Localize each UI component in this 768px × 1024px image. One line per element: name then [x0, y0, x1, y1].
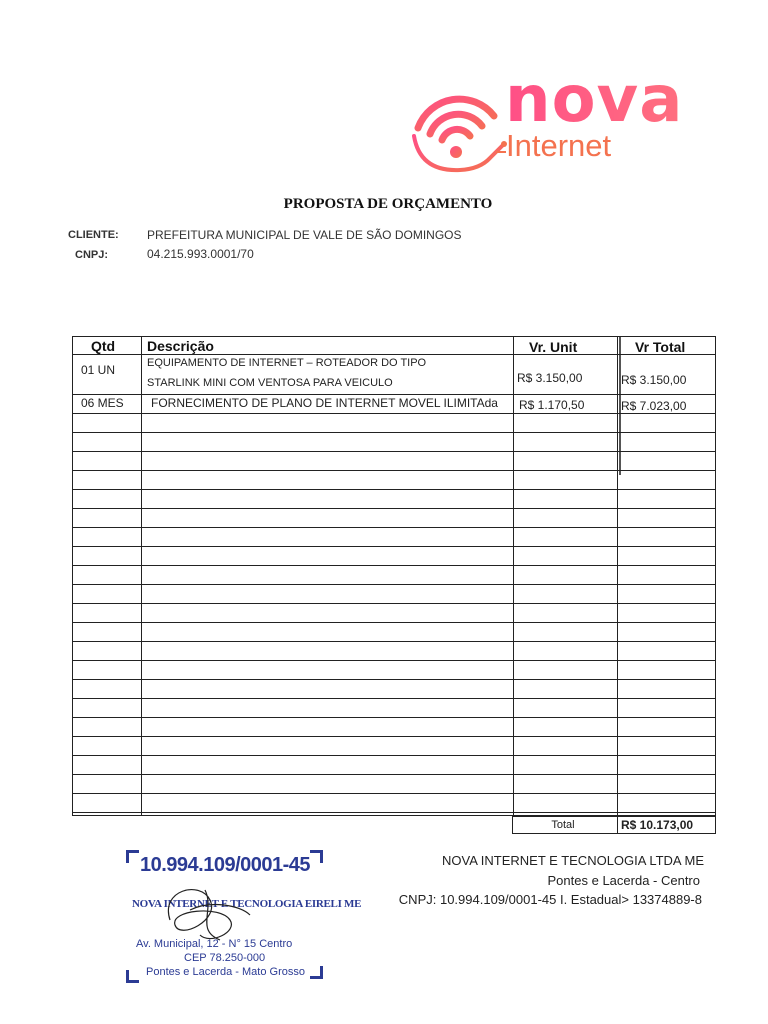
row-unit-price: R$ 1.170,50: [519, 398, 585, 412]
cnpj-value: 04.215.993.0001/70: [147, 247, 254, 261]
header-vr-unit: Vr. Unit: [529, 339, 578, 355]
header-vr-total: Vr Total: [635, 339, 686, 355]
row-total-price: R$ 3.150,00: [621, 373, 687, 387]
company-ids: CNPJ: 10.994.109/0001-45 I. Estadual> 13374889-8: [398, 892, 702, 907]
stamp-company-name: NOVA INTERNET E TECNOLOGIA EIRELI ME: [132, 898, 362, 910]
stamp-address: Av. Municipal, 12 - N° 15 Centro: [136, 938, 293, 950]
header-qtd: Qtd: [91, 338, 116, 354]
total-box: [512, 816, 716, 834]
stamp-city: Pontes e Lacerda - Mato Grosso: [146, 966, 305, 978]
company-name: NOVA INTERNET E TECNOLOGIA LTDA ME: [442, 853, 704, 868]
row-qtd: 06 MES: [81, 396, 124, 410]
row-description: FORNECIMENTO DE PLANO DE INTERNET MOVEL ILIMITAda: [151, 396, 498, 410]
row-qtd: 01 UN: [81, 363, 116, 377]
row-description: EQUIPAMENTO DE INTERNET – ROTEADOR DO TIPO: [147, 357, 427, 369]
nova-internet-logo: [410, 63, 710, 188]
row-description: STARLINK MINI COM VENTOSA PARA VEICULO: [147, 377, 393, 389]
total-value: R$ 10.173,00: [621, 818, 694, 832]
wifi-icon: [410, 86, 510, 176]
document-title: PROPOSTA DE ORÇAMENTO: [283, 196, 493, 212]
stamp-cep: CEP 78.250-000: [184, 952, 266, 964]
logo-brand-text: nova: [505, 63, 684, 137]
row-unit-price: R$ 3.150,00: [517, 371, 583, 385]
signature-scribble: [150, 880, 260, 950]
row-total-price: R$ 7.023,00: [621, 399, 687, 413]
items-table: [72, 336, 716, 816]
header-descricao: Descrição: [147, 338, 214, 354]
stamp-cnpj: 10.994.109/0001-45: [140, 854, 311, 876]
client-value: PREFEITURA MUNICIPAL DE VALE DE SÃO DOMINGOS: [147, 228, 462, 242]
cnpj-label: CNPJ:: [75, 249, 109, 261]
company-city: Pontes e Lacerda - Centro: [547, 873, 700, 888]
total-label: Total: [551, 819, 575, 831]
client-label: CLIENTE:: [68, 229, 119, 241]
logo-sub-text: Internet: [506, 128, 612, 163]
